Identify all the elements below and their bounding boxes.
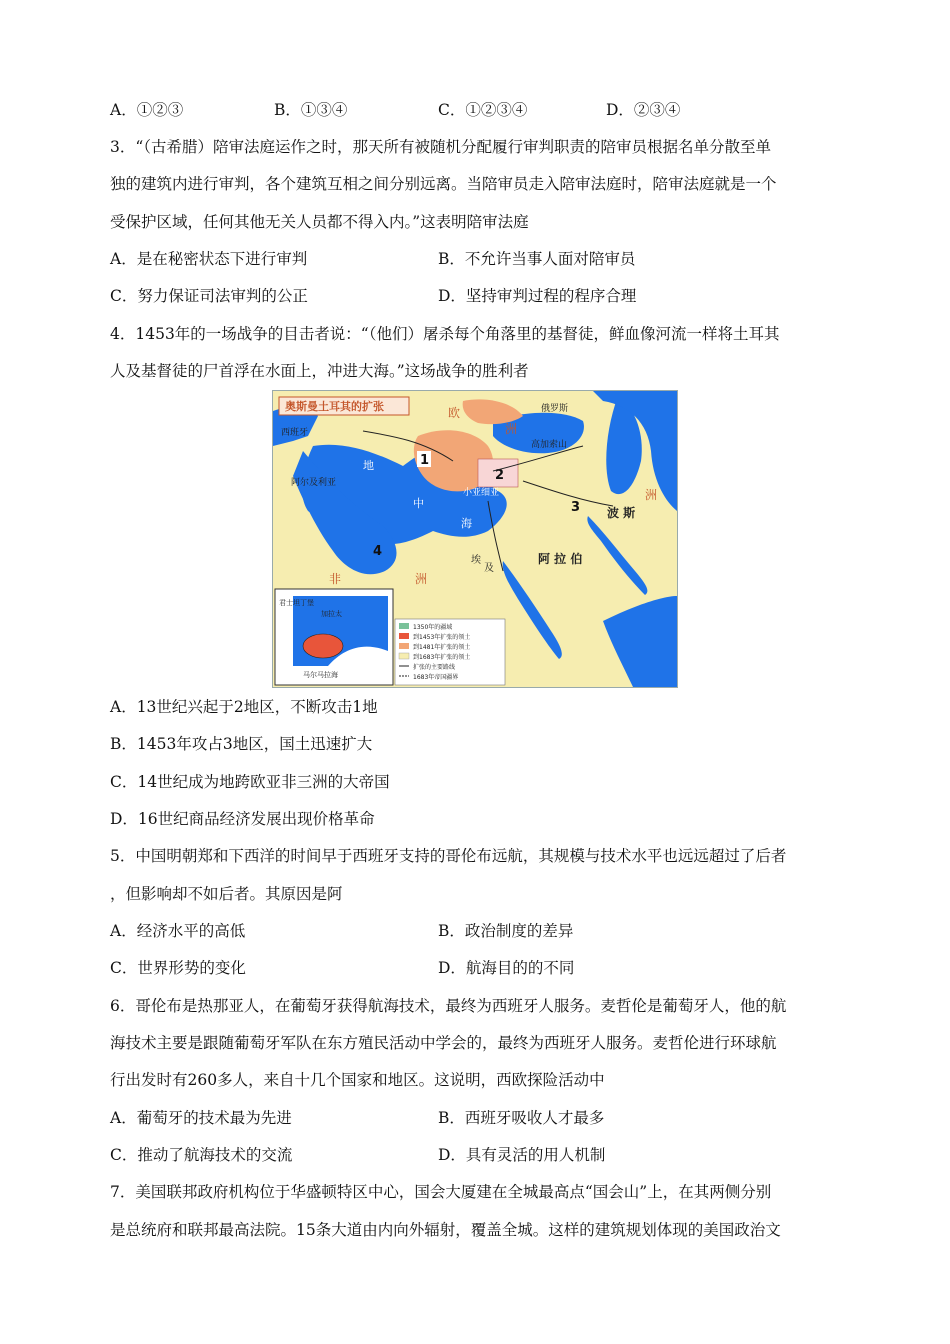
- q6-option-c[interactable]: C．推动了航海技术的交流: [110, 1146, 293, 1164]
- q5-option-a[interactable]: A．经济水平的高低: [110, 922, 246, 940]
- q6-option-a[interactable]: A．葡萄牙的技术最为先进: [110, 1109, 292, 1127]
- label-algeria: 阿尔及利亚: [291, 478, 337, 488]
- q4-stem-line-1: 4．1453年的一场战争的目击者说：“（他们）屠杀每个角落里的基督徒，鲜血像河流一样将土耳其: [110, 325, 780, 343]
- q2-option-a[interactable]: A．①②③: [110, 101, 184, 119]
- q6-option-d[interactable]: D．具有灵活的用人机制: [438, 1146, 606, 1164]
- q4-stem-line-2: 人及基督徒的尸首浮在水面上，冲进大海。”这场战争的胜利者: [110, 362, 529, 380]
- label-africa-1: 非: [329, 572, 342, 586]
- legend-swatch-1: [399, 623, 409, 629]
- legend-5: 扩张的主要路线: [413, 664, 456, 671]
- q5-stem-line-2: ，但影响却不如后者。其原因是阿: [110, 885, 343, 903]
- marker-4: 4: [373, 544, 383, 559]
- legend-3: 到1481年扩张的领土: [413, 644, 471, 651]
- q4-option-b[interactable]: B．1453年攻占3地区，国土迅速扩大: [110, 735, 373, 753]
- label-russia: 俄罗斯: [541, 404, 569, 414]
- label-persia: 波 斯: [607, 506, 636, 520]
- label-arabia: 阿 拉 伯: [538, 552, 583, 566]
- label-asia-minor: 小亚细亚: [463, 488, 500, 498]
- label-asia-zhou: 洲: [645, 488, 658, 502]
- inset-city: [303, 634, 343, 658]
- map-svg: [273, 391, 677, 687]
- q2-option-d[interactable]: D．②③④: [606, 101, 681, 119]
- q6-stem-line-2: 海技术主要是跟随葡萄牙军队在东方殖民活动中学会的，最终为西班牙人服务。麦哲伦进行环球航: [110, 1034, 777, 1052]
- q5-option-d[interactable]: D．航海目的的不同: [438, 959, 575, 977]
- label-europe-2: 洲: [505, 422, 518, 436]
- label-spain: 西班牙: [281, 428, 309, 438]
- label-caucasus: 高加索山: [531, 440, 568, 450]
- q3-option-b[interactable]: B．不允许当事人面对陪审员: [438, 250, 636, 268]
- q6-stem-line-3: 行出发时有260多人，来自十几个国家和地区。这说明，西欧探险活动中: [110, 1071, 605, 1089]
- legend-6: 1683年帝国疆界: [413, 674, 459, 681]
- q3-option-a[interactable]: A．是在秘密状态下进行审判: [110, 250, 308, 268]
- q3-stem-line-1: 3．“（古希腊）陪审法庭运作之时，那天所有被随机分配履行审判职责的陪审员根据名单分散至单: [110, 138, 772, 156]
- map-title: 奥斯曼土耳其的扩张: [285, 400, 384, 413]
- legend-swatch-3: [399, 643, 409, 649]
- q5-option-b[interactable]: B．政治制度的差异: [438, 922, 574, 940]
- q3-option-c[interactable]: C．努力保证司法审判的公正: [110, 287, 308, 305]
- ottoman-expansion-map: [272, 390, 678, 688]
- label-sea-3: 海: [461, 517, 472, 530]
- q6-stem-line-1: 6．哥伦布是热那亚人，在葡萄牙获得航海技术，最终为西班牙人服务。麦哲伦是葡萄牙人，他的航: [110, 997, 787, 1015]
- label-egypt-1: 埃: [471, 555, 481, 566]
- label-africa-2: 洲: [415, 572, 428, 586]
- marker-1: 1: [420, 453, 430, 468]
- q4-option-c[interactable]: C．14世纪成为地跨欧亚非三洲的大帝国: [110, 773, 390, 791]
- q3-stem-line-3: 受保护区域，任何其他无关人员都不得入内。”这表明陪审法庭: [110, 213, 529, 231]
- q4-option-a[interactable]: A．13世纪兴起于2地区，不断攻击1地: [110, 698, 378, 716]
- q7-stem-line-1: 7．美国联邦政府机构位于华盛顿特区中心，国会大厦建在全城最高点“国会山”上，在其两侧分别: [110, 1183, 772, 1201]
- legend-1: 1350年的疆域: [413, 624, 453, 631]
- legend-2: 到1453年扩张的领土: [413, 634, 471, 641]
- q3-stem-line-2: 独的建筑内进行审判，各个建筑互相之间分别远离。当陪审员走入陪审法庭时，陪审法庭就是一个: [110, 175, 777, 193]
- q2-option-c[interactable]: C．①②③④: [438, 101, 528, 119]
- q7-stem-line-2: 是总统府和联邦最高法院。15条大道由内向外辐射，覆盖全城。这样的建筑规划体现的美国政治文: [110, 1221, 781, 1239]
- q4-option-d[interactable]: D．16世纪商品经济发展出现价格革命: [110, 810, 375, 828]
- inset-galata: 加拉太: [321, 610, 342, 618]
- legend-4: 到1683年扩张的领土: [413, 654, 471, 661]
- legend-swatch-2: [399, 633, 409, 639]
- label-sea-1: 地: [363, 459, 374, 472]
- q5-stem-line-1: 5．中国明朝郑和下西洋的时间早于西班牙支持的哥伦布远航，其规模与技术水平也远远超过了后者: [110, 847, 787, 865]
- inset-marmara: 马尔马拉海: [303, 671, 338, 679]
- q2-option-b[interactable]: B．①③④: [274, 101, 348, 119]
- inset-constantinople: 君士坦丁堡: [279, 599, 314, 607]
- marker-3: 3: [571, 500, 581, 515]
- marker-2: 2: [495, 468, 505, 483]
- label-sea-2: 中: [413, 497, 424, 510]
- q5-option-c[interactable]: C．世界形势的变化: [110, 959, 246, 977]
- q3-option-d[interactable]: D．坚持审判过程的程序合理: [438, 287, 637, 305]
- label-egypt-2: 及: [484, 563, 494, 574]
- q6-option-b[interactable]: B．西班牙吸收人才最多: [438, 1109, 605, 1127]
- label-europe-1: 欧: [448, 406, 461, 420]
- legend-swatch-4: [399, 653, 409, 659]
